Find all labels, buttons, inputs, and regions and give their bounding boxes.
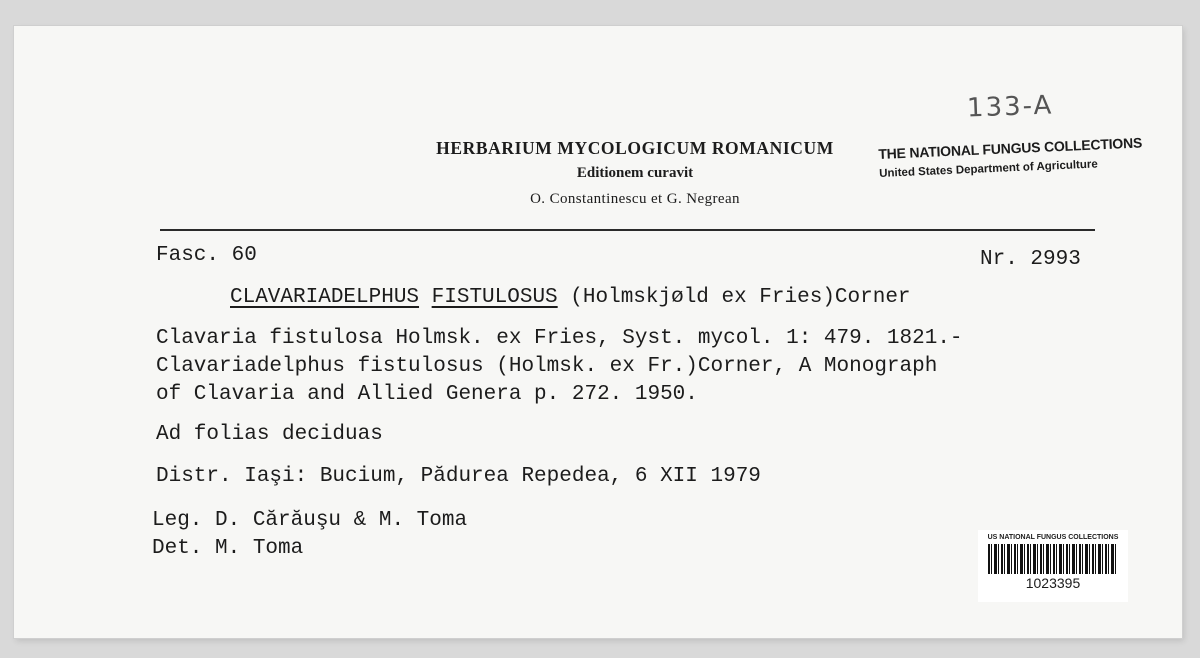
determiner: Det. M. Toma [152,537,304,560]
synonymy-block [156,325,963,409]
habitat: Ad folias deciduas [156,423,383,446]
species-epithet: FISTULOSUS [431,286,558,309]
synonymy-line: Clavaria fistulosa Holmsk. ex Fries, Syst. mycol. 1: 479. 1821.- [156,327,963,350]
barcode-label [978,530,1128,602]
handwritten-annotation: 133-A [966,90,1054,124]
species-name [230,286,911,309]
synonymy-line: Clavariadelphus fistulosus (Holmsk. ex Fr.)Corner, A Monograph [156,355,938,378]
species-authority: (Holmskjøld ex Fries)Corner [570,286,911,309]
collector: Leg. D. Cărăuşu & M. Toma [152,509,468,532]
synonymy-line: of Clavaria and Allied Genera p. 272. 1950. [156,383,698,406]
stamp-collection-name: THE NATIONAL FUNGUS COLLECTIONS [878,134,1143,162]
barcode-number: 1023395 [1025,575,1081,591]
label-header [390,138,880,208]
herbarium-title: HERBARIUM MYCOLOGICUM ROMANICUM [436,138,834,158]
barcode-title: US NATIONAL FUNGUS COLLECTIONS [987,534,1119,541]
species-genus: CLAVARIADELPHUS [230,286,420,309]
specimen-number: Nr. 2993 [980,248,1081,271]
herbarium-subtitle: Editionem curavit [576,165,694,181]
locality: Distr. Iaşi: Bucium, Pădurea Repedea, 6 XII 1979 [156,465,761,488]
herbarium-editors: O. Constantinescu et G. Negrean [530,191,740,207]
stamp-department: United States Department of Agriculture [878,158,1099,180]
header-divider [160,229,1095,231]
barcode-icon [988,544,1118,574]
collector-block [152,507,467,563]
fascicle-number: Fasc. 60 [156,244,257,267]
